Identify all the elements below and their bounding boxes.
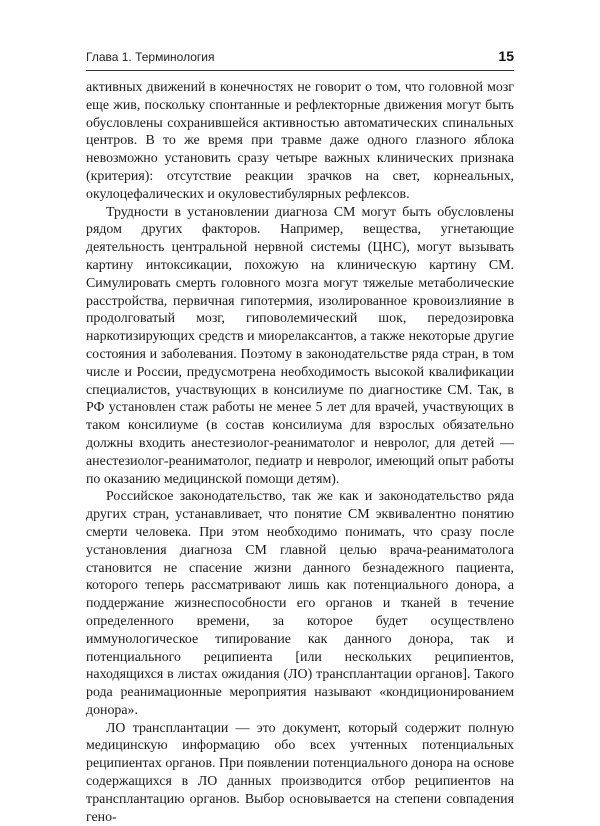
paragraph-continued: активных движений в конечностях не говорит о том, что головной мозг еще жив, поскольку спонтанные и рефлекторные движения могут быть обусловлены сохранившейся активностью автоматических спинальных центров. В то же время при травме даже одного глазного яблока невозможно установить сразу четыре важных клинических признака (критерия): отсутствие реакции зрачков на свет, корнеальных, окулоцефалических и окуловестибулярных рефлексов. (86, 80, 514, 202)
chapter-title: Глава 1. Терминология (86, 50, 215, 64)
running-header (86, 50, 514, 68)
paragraph: Российское законодательство, так же как и законодательство ряда других стран, устанавливает, что понятие СМ эквивалентно понятию смерти человека. При этом необходимо понимать, что сразу после установления диагноза СМ главной целью врача-реаниматолога становится не спасение жизни данного безнадежного пациента, которого теперь рассматривают лишь как потенциального донора, а поддержание жизнеспособности его органов и тканей в течение определенного времени, за которое будет осуществлено иммунологическое типирование как данного донора, так и потенциального реципиента [или нескольких реципиентов, находящихся в листах ожидания (ЛО) трансплантации органов]. Такого рода реанимационные мероприятия называют «кондиционированием донора». (86, 489, 514, 718)
paragraph: ЛО трансплантации — это документ, который содержит полную медицинскую информацию обо всех учтенных потенциальных реципиентах органов. При появлении потенциального донора на основе содержащихся в ЛО данных производится отбор реципиентов на трансплантацию органов. Выбор основывается на степени совпадения гено- (86, 720, 514, 825)
body-text (86, 79, 514, 826)
header-rule (86, 70, 514, 71)
paragraph: Трудности в установлении диагноза СМ могут быть обусловлены рядом других факторов. Например, вещества, угнетающие деятельность центральной нервной системы (ЦНС), могут вызывать картину интоксикации, похожую на клиническую картину СМ. Симулировать смерть головного мозга могут тяжелые метаболические расстройства, первичная гипотермия, изолированное кровоизлияние в продолговатый мозг, гиповолемический шок, передозировка наркотизирующих средств и миорелаксантов, а также некоторые другие состояния и заболевания. Поэтому в законодательстве ряда стран, в том числе и России, предусмотрена необходимость высокой квалификации специалистов, участвующих в консилиуме по диагностике СМ. Так, в РФ установлен стаж работы не менее 5 лет для врачей, участвующих в таком консилиуме (в состав консилиума для взрослых обязательно должны входить анестезиолог-реаниматолог и невролог, для детей — анестезиолог-реаниматолог, педиатр и невролог, имеющий опыт работы по оказанию медицинской помощи детям). (86, 204, 514, 487)
page-number: 15 (498, 48, 514, 64)
